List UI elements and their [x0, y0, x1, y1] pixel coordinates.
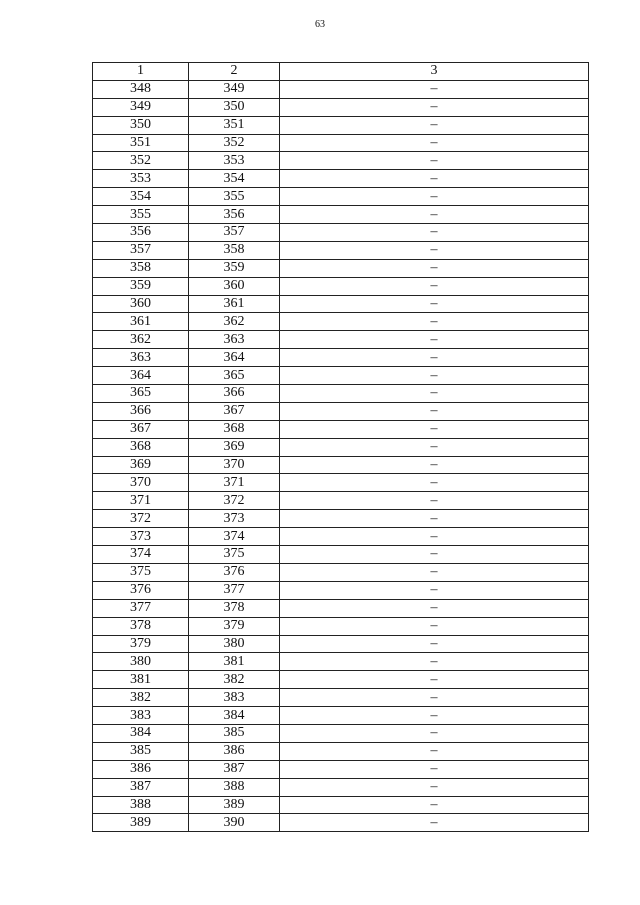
table-cell-col-2: 356	[189, 206, 280, 224]
table-cell-col-2: 377	[189, 581, 280, 599]
table-cell-col-2: 361	[189, 295, 280, 313]
table-cell-col-2: 349	[189, 80, 280, 98]
table-cell-col-2: 367	[189, 402, 280, 420]
table-cell-col-1: 369	[93, 456, 189, 474]
table-cell-col-1: 385	[93, 742, 189, 760]
table-cell-col-3: –	[280, 116, 589, 134]
table-cell-col-2: 376	[189, 563, 280, 581]
table-cell-col-3: –	[280, 599, 589, 617]
table-cell-col-2: 381	[189, 653, 280, 671]
table-cell-col-3: –	[280, 510, 589, 528]
table-row	[93, 671, 589, 689]
table-row	[93, 206, 589, 224]
table-cell-col-1: 389	[93, 814, 189, 832]
table-cell-col-1: 381	[93, 671, 189, 689]
table-cell-col-1: 382	[93, 689, 189, 707]
table-cell-col-2: 352	[189, 134, 280, 152]
table-cell-col-3: –	[280, 492, 589, 510]
table-cell-col-1: 378	[93, 617, 189, 635]
table-cell-col-3: –	[280, 707, 589, 725]
table-cell-col-3: –	[280, 778, 589, 796]
table-row	[93, 80, 589, 98]
table-cell-col-2: 368	[189, 420, 280, 438]
table-row	[93, 259, 589, 277]
table-row	[93, 438, 589, 456]
table-cell-col-1: 353	[93, 170, 189, 188]
table-cell-col-2: 383	[189, 689, 280, 707]
table-cell-col-3: –	[280, 331, 589, 349]
table-cell-col-2: 388	[189, 778, 280, 796]
table-row	[93, 760, 589, 778]
table-cell-col-1: 358	[93, 259, 189, 277]
table-cell-col-2: 386	[189, 742, 280, 760]
table-cell-col-2: 362	[189, 313, 280, 331]
table-row	[93, 653, 589, 671]
table-row	[93, 546, 589, 564]
table-cell-col-1: 356	[93, 224, 189, 242]
table-row	[93, 599, 589, 617]
table-cell-col-3: –	[280, 796, 589, 814]
table-cell-col-3: –	[280, 313, 589, 331]
table-cell-col-1: 380	[93, 653, 189, 671]
table-cell-col-1: 349	[93, 98, 189, 116]
table-row	[93, 742, 589, 760]
table-row	[93, 420, 589, 438]
table-row	[93, 313, 589, 331]
table-cell-col-1: 371	[93, 492, 189, 510]
table-cell-col-1: 359	[93, 277, 189, 295]
table-cell-col-1: 384	[93, 724, 189, 742]
table-cell-col-1: 372	[93, 510, 189, 528]
table-cell-col-3: –	[280, 653, 589, 671]
table-row	[93, 796, 589, 814]
table-row	[93, 689, 589, 707]
table-row	[93, 563, 589, 581]
table-row	[93, 116, 589, 134]
table-cell-col-2: 374	[189, 528, 280, 546]
table-cell-col-3: –	[280, 385, 589, 403]
table-row	[93, 778, 589, 796]
table-cell-col-3: –	[280, 367, 589, 385]
table-cell-col-2: 351	[189, 116, 280, 134]
table-cell-col-2: 379	[189, 617, 280, 635]
table-cell-col-1: 376	[93, 581, 189, 599]
table-cell-col-1: 365	[93, 385, 189, 403]
table-cell-col-2: 363	[189, 331, 280, 349]
table-row	[93, 474, 589, 492]
page-number: 63	[315, 19, 325, 30]
table-cell-col-2: 390	[189, 814, 280, 832]
table-cell-col-1: 370	[93, 474, 189, 492]
table-cell-col-3: –	[280, 635, 589, 653]
table-cell-col-3: –	[280, 581, 589, 599]
table-cell-col-3: –	[280, 152, 589, 170]
table-cell-col-3: –	[280, 689, 589, 707]
table-cell-col-2: 375	[189, 546, 280, 564]
table-row	[93, 385, 589, 403]
table-row	[93, 241, 589, 259]
table-cell-col-2: 373	[189, 510, 280, 528]
table-cell-col-1: 357	[93, 241, 189, 259]
table-row	[93, 492, 589, 510]
table-cell-col-1: 387	[93, 778, 189, 796]
table-body	[93, 80, 589, 831]
table-cell-col-2: 369	[189, 438, 280, 456]
table-cell-col-2: 382	[189, 671, 280, 689]
table-cell-col-2: 355	[189, 188, 280, 206]
table-cell-col-1: 373	[93, 528, 189, 546]
table-cell-col-3: –	[280, 671, 589, 689]
table-row	[93, 224, 589, 242]
table-cell-col-3: –	[280, 402, 589, 420]
table-cell-col-1: 362	[93, 331, 189, 349]
table-cell-col-2: 378	[189, 599, 280, 617]
table-cell-col-3: –	[280, 742, 589, 760]
table-cell-col-2: 357	[189, 224, 280, 242]
table-cell-col-1: 388	[93, 796, 189, 814]
table-cell-col-3: –	[280, 206, 589, 224]
table-row	[93, 617, 589, 635]
table-row	[93, 367, 589, 385]
table-row	[93, 295, 589, 313]
table-row	[93, 510, 589, 528]
table-cell-col-1: 368	[93, 438, 189, 456]
table-cell-col-3: –	[280, 349, 589, 367]
table-row	[93, 724, 589, 742]
table-cell-col-1: 386	[93, 760, 189, 778]
table-cell-col-2: 365	[189, 367, 280, 385]
table-cell-col-1: 377	[93, 599, 189, 617]
table-cell-col-2: 350	[189, 98, 280, 116]
table-cell-col-2: 384	[189, 707, 280, 725]
table-row	[93, 152, 589, 170]
table-cell-col-1: 363	[93, 349, 189, 367]
table-cell-col-1: 366	[93, 402, 189, 420]
table-cell-col-1: 355	[93, 206, 189, 224]
table-cell-col-3: –	[280, 420, 589, 438]
table-header-row	[93, 63, 589, 81]
table-cell-col-1: 364	[93, 367, 189, 385]
table-cell-col-1: 374	[93, 546, 189, 564]
table-cell-col-2: 359	[189, 259, 280, 277]
table-cell-col-3: –	[280, 456, 589, 474]
table-row	[93, 456, 589, 474]
table-cell-col-3: –	[280, 188, 589, 206]
table-cell-col-1: 375	[93, 563, 189, 581]
table-row	[93, 188, 589, 206]
table-cell-col-1: 354	[93, 188, 189, 206]
table-row	[93, 277, 589, 295]
table-cell-col-3: –	[280, 474, 589, 492]
table-row	[93, 707, 589, 725]
table-cell-col-1: 379	[93, 635, 189, 653]
table-cell-col-1: 348	[93, 80, 189, 98]
table-cell-col-3: –	[280, 563, 589, 581]
column-header-3: 3	[280, 63, 589, 81]
table-cell-col-1: 360	[93, 295, 189, 313]
table-cell-col-2: 353	[189, 152, 280, 170]
table-cell-col-3: –	[280, 224, 589, 242]
table-row	[93, 349, 589, 367]
table-row	[93, 635, 589, 653]
table-cell-col-3: –	[280, 546, 589, 564]
table-cell-col-2: 370	[189, 456, 280, 474]
table-row	[93, 331, 589, 349]
table-cell-col-3: –	[280, 170, 589, 188]
table-cell-col-3: –	[280, 241, 589, 259]
table-cell-col-3: –	[280, 438, 589, 456]
table-row	[93, 814, 589, 832]
table-cell-col-3: –	[280, 295, 589, 313]
table-cell-col-3: –	[280, 98, 589, 116]
table-row	[93, 170, 589, 188]
table-cell-col-2: 380	[189, 635, 280, 653]
table-cell-col-2: 385	[189, 724, 280, 742]
table-cell-col-2: 360	[189, 277, 280, 295]
table-cell-col-3: –	[280, 724, 589, 742]
table-cell-col-3: –	[280, 814, 589, 832]
table-cell-col-3: –	[280, 277, 589, 295]
table-cell-col-3: –	[280, 528, 589, 546]
table-cell-col-2: 364	[189, 349, 280, 367]
table-cell-col-1: 350	[93, 116, 189, 134]
table-cell-col-2: 387	[189, 760, 280, 778]
table-cell-col-2: 372	[189, 492, 280, 510]
table-cell-col-2: 366	[189, 385, 280, 403]
table-row	[93, 98, 589, 116]
table-cell-col-3: –	[280, 134, 589, 152]
column-header-2: 2	[189, 63, 280, 81]
column-header-1: 1	[93, 63, 189, 81]
data-table	[92, 62, 589, 832]
table-cell-col-3: –	[280, 617, 589, 635]
table-cell-col-1: 367	[93, 420, 189, 438]
table-cell-col-2: 358	[189, 241, 280, 259]
table-row	[93, 528, 589, 546]
table-row	[93, 134, 589, 152]
table-cell-col-3: –	[280, 760, 589, 778]
table-cell-col-2: 389	[189, 796, 280, 814]
table-cell-col-1: 361	[93, 313, 189, 331]
table-cell-col-2: 371	[189, 474, 280, 492]
table-row	[93, 581, 589, 599]
table-cell-col-1: 383	[93, 707, 189, 725]
table-cell-col-2: 354	[189, 170, 280, 188]
table-cell-col-3: –	[280, 259, 589, 277]
table-row	[93, 402, 589, 420]
table-cell-col-3: –	[280, 80, 589, 98]
table-cell-col-1: 351	[93, 134, 189, 152]
table-cell-col-1: 352	[93, 152, 189, 170]
